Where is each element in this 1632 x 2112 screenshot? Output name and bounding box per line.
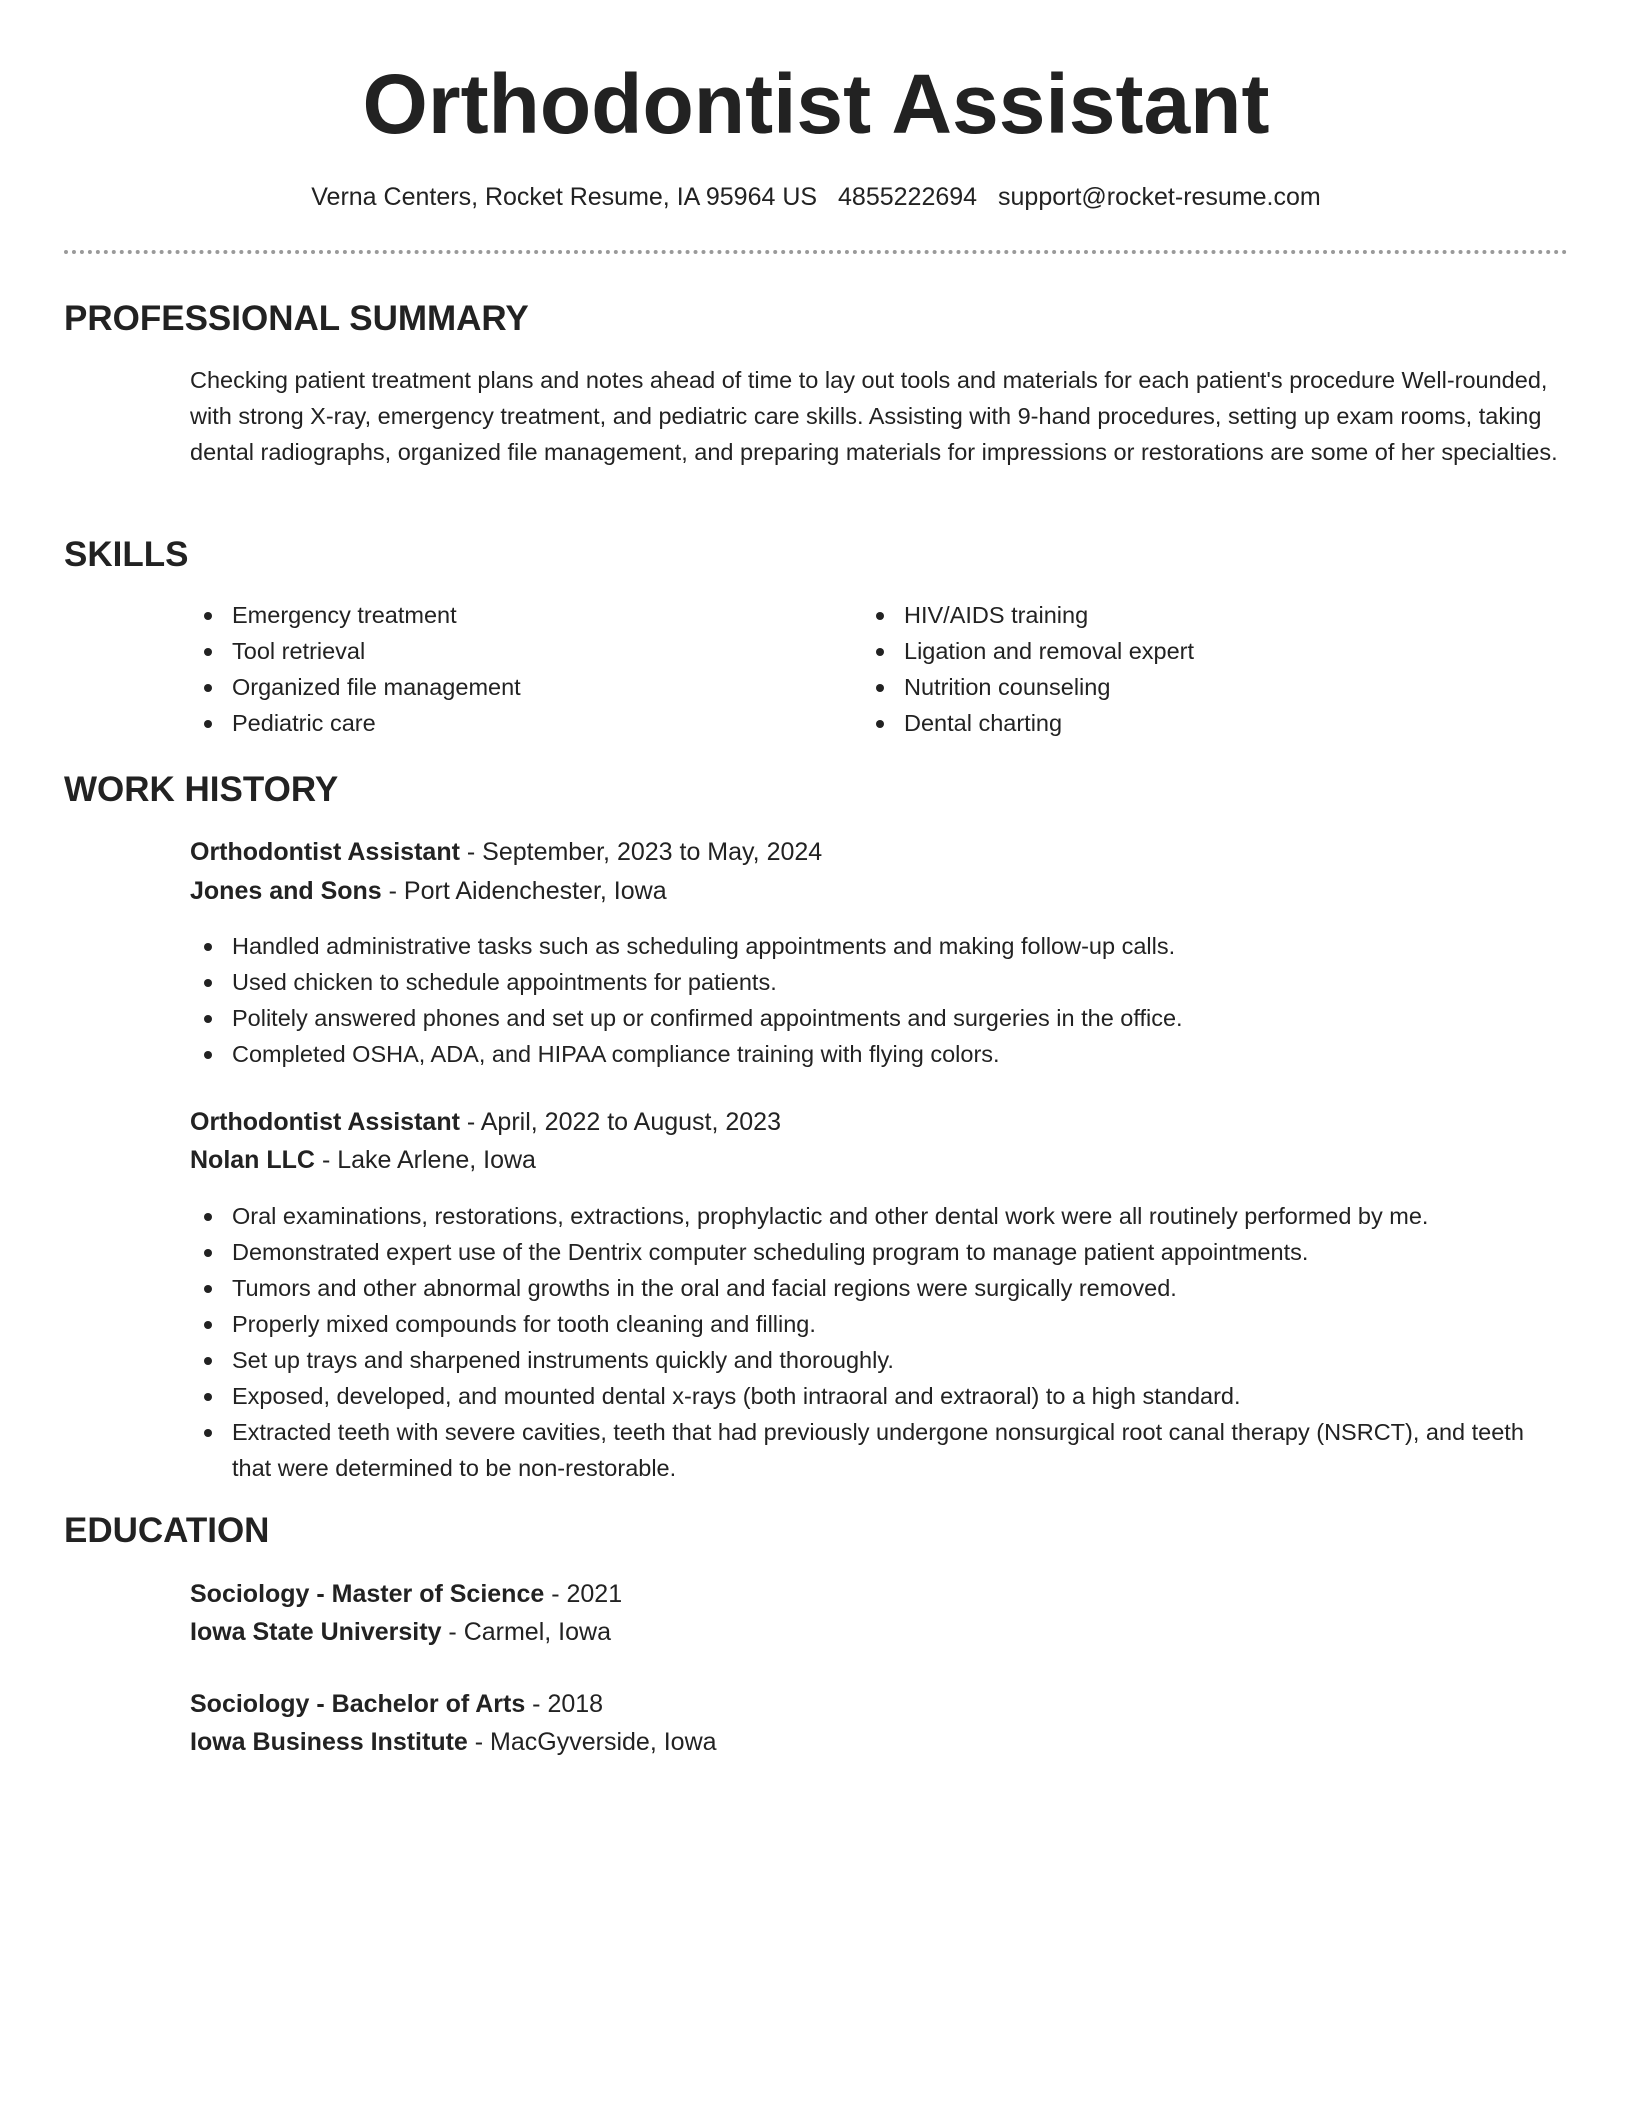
section-title-work: WORK HISTORY (64, 770, 339, 809)
job-dates: - September, 2023 to May, 2024 (459, 838, 823, 866)
job-bullet: Handled administrative tasks such as scheduling appointments and making follow-up calls. (188, 928, 1568, 964)
job-bullet: Oral examinations, restorations, extractions, prophylactic and other dental work were all routinely performed by me. (188, 1198, 1568, 1234)
education-degree-line (190, 1685, 603, 1723)
job-dates: - April, 2022 to August, 2023 (459, 1108, 781, 1136)
summary-text: Checking patient treatment plans and notes ahead of time to lay out tools and materials for each patient's procedure Well-rounded, with strong X-ray, emergency treatment, and pediatric care skills. Assisting with 9-hand procedures, setting up exam rooms, taking dental radiographs, organized file management, and preparing materials for impressions or restorations are some of her specialties. (190, 367, 1558, 465)
contact-address: Verna Centers, Rocket Resume, IA 95964 US (311, 183, 818, 211)
education-location: - MacGyverside, Iowa (467, 1728, 717, 1756)
job-bullet: Demonstrated expert use of the Dentrix computer scheduling program to manage patient appointments. (188, 1234, 1568, 1270)
job-bullet: Exposed, developed, and mounted dental x-rays (both intraoral and extraoral) to a high standard. (188, 1378, 1568, 1414)
education-year: - 2021 (544, 1580, 623, 1608)
job-bullet: Extracted teeth with severe cavities, teeth that had previously undergone nonsurgical root canal therapy (NSRCT), and teeth that were determined to be non-restorable. (188, 1414, 1568, 1486)
job-company-line (190, 872, 667, 910)
skill-item: Pediatric care (188, 705, 828, 741)
skill-item: Emergency treatment (188, 597, 828, 633)
education-location: - Carmel, Iowa (441, 1618, 611, 1646)
skill-item: HIV/AIDS training (860, 597, 1500, 633)
education-degree: Sociology - Master of Science (190, 1580, 545, 1608)
job-bullet: Completed OSHA, ADA, and HIPAA compliance training with flying colors. (188, 1036, 1568, 1072)
job-bullet: Properly mixed compounds for tooth cleaning and filling. (188, 1306, 1568, 1342)
job-bullets (188, 928, 1568, 1072)
skills-list-right (860, 597, 1500, 741)
job-bullet: Set up trays and sharpened instruments quickly and thoroughly. (188, 1342, 1568, 1378)
contact-line (0, 180, 1632, 214)
job-bullet: Used chicken to schedule appointments for patients. (188, 964, 1568, 1000)
job-bullet: Politely answered phones and set up or confirmed appointments and surgeries in the office. (188, 1000, 1568, 1036)
candidate-name: Orthodontist Assistant (362, 57, 1270, 151)
education-school: Iowa State University (190, 1618, 442, 1646)
job-company-line (190, 1141, 536, 1179)
contact-phone: 4855222694 (838, 183, 978, 211)
skill-item: Organized file management (188, 669, 828, 705)
education-year: - 2018 (525, 1690, 604, 1718)
job-bullets (188, 1198, 1568, 1486)
section-title-summary: PROFESSIONAL SUMMARY (64, 299, 529, 338)
skill-item: Dental charting (860, 705, 1500, 741)
skill-item: Nutrition counseling (860, 669, 1500, 705)
job-location: - Port Aidenchester, Iowa (381, 877, 667, 905)
job-bullet: Tumors and other abnormal growths in the oral and facial regions were surgically removed. (188, 1270, 1568, 1306)
job-company: Jones and Sons (190, 877, 382, 905)
header-divider (64, 250, 1568, 254)
job-role: Orthodontist Assistant (190, 838, 460, 866)
skills-list-left (188, 597, 828, 741)
job-title-line (190, 833, 822, 871)
skill-item: Ligation and removal expert (860, 633, 1500, 669)
section-title-education: EDUCATION (64, 1511, 270, 1550)
contact-email: support@rocket-resume.com (998, 183, 1321, 211)
education-degree: Sociology - Bachelor of Arts (190, 1690, 526, 1718)
job-company: Nolan LLC (190, 1146, 315, 1174)
education-school-line (190, 1723, 717, 1761)
job-location: - Lake Arlene, Iowa (315, 1146, 536, 1174)
skill-item: Tool retrieval (188, 633, 828, 669)
job-title-line (190, 1103, 781, 1141)
education-school: Iowa Business Institute (190, 1728, 468, 1756)
education-degree-line (190, 1575, 622, 1613)
section-title-skills: SKILLS (64, 535, 189, 574)
education-school-line (190, 1613, 611, 1651)
job-role: Orthodontist Assistant (190, 1108, 460, 1136)
